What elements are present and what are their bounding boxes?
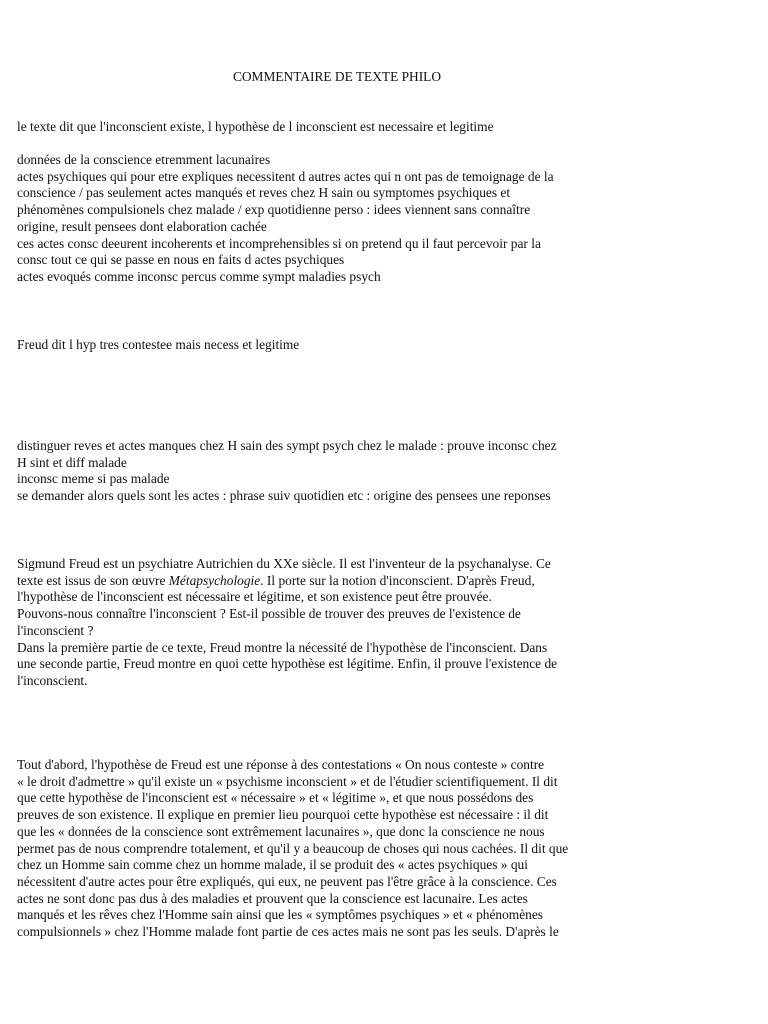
introduction-paragraph	[17, 556, 657, 690]
note-line: conscience / pas seulement actes manqués et reves chez H sain ou symptomes psychiques et	[17, 185, 511, 201]
development-line: que cette hypothèse de l'inconscient est « nécessaire » et « légitime », et que nous possédons des	[17, 790, 534, 806]
note-line: distinguer reves et actes manques chez H sain des sympt psych chez le malade : prouve inconsc chez	[17, 438, 557, 453]
note-line: phénomènes compulsionels chez malade / exp quotidienne perso : idees viennent sans connaître	[17, 202, 531, 218]
intro-line-with-title	[17, 573, 657, 590]
intro-line: l'hypothèse de l'inconscient est nécessaire et légitime, et son existence peut être prouvée.	[17, 589, 492, 605]
development-line: preuves de son existence. Il explique en premier lieu pourquoi cette hypothèse est nécessaire : il dit	[17, 807, 549, 823]
development-line: compulsionnels » chez l'Homme malade font partie de ces actes mais ne sont pas les seuls. D'après le	[17, 924, 559, 940]
freud-note	[17, 337, 657, 354]
work-title: Métapsychologie	[168, 572, 261, 588]
intro-text: texte est issus de son œuvre	[17, 572, 169, 588]
note-line: ces actes consc deeurent incoherents et incomprehensibles si on pretend qu il faut percevoir par la	[17, 235, 541, 251]
development-line: manqués et les rêves chez l'Homme sain ainsi que les « symptômes psychiques » et « phénomènes	[17, 907, 544, 923]
development-line: « le droit d'admettre » qu'il existe un « psychisme inconscient » et de l'étudier scientifiquement. Il dit	[17, 773, 558, 789]
intro-note	[17, 119, 657, 136]
note-line: inconsc meme si pas malade	[17, 471, 170, 487]
development-line: actes ne sont donc pas dus à des maladies et prouvent que la conscience est lacunaire. Les actes	[17, 890, 528, 906]
note-line: H sint et diff malade	[17, 454, 127, 470]
note-line: actes evoqués comme inconsc percus comme sympt maladies psych	[17, 268, 381, 284]
note-line: actes psychiques qui pour etre expliques necessitent d autres actes qui n ont pas de temoignage de la	[17, 168, 554, 184]
intro-note-line: le texte dit que l'inconscient existe, l hypothèse de l inconscient est necessaire et legitime	[17, 119, 494, 134]
development-line: nécessitent d'autre actes pour être expliqués, qui eux, ne peuvent pas l'être grâce à la conscience. Ces	[17, 873, 557, 889]
intro-line: une seconde partie, Freud montre en quoi cette hypothèse est légitime. Enfin, il prouve l'existence de	[17, 656, 558, 672]
notes-block-1	[17, 152, 657, 286]
development-line: permet pas de nous comprendre totalement, et qu'il y a beaucoup de choses qui nous cachées. Il dit que	[17, 840, 569, 856]
note-line: données de la conscience etremment lacunaires	[17, 152, 271, 167]
document-title: COMMENTAIRE DE TEXTE PHILO	[232, 69, 442, 84]
intro-line: l'inconscient.	[17, 672, 88, 688]
note-line: origine, result pensees dont elaboration cachée	[17, 218, 267, 234]
development-line: Tout d'abord, l'hypothèse de Freud est une réponse à des contestations « On nous conteste » contre	[17, 757, 545, 772]
notes-block-2	[17, 438, 657, 505]
intro-line: l'inconscient ?	[17, 622, 94, 638]
development-line: que les « données de la conscience sont extrêmement lacunaires », que donc la conscience ne nous	[17, 823, 545, 839]
note-line: se demander alors quels sont les actes : phrase suiv quotidien etc : origine des pensees une reponses	[17, 488, 551, 504]
development-paragraph	[17, 757, 657, 941]
intro-line: Pouvons-nous connaître l'inconscient ? Est-il possible de trouver des preuves de l'existence de	[17, 606, 521, 622]
intro-text: . Il porte sur la notion d'inconscient. D'après Freud,	[260, 572, 535, 588]
intro-line: Sigmund Freud est un psychiatre Autrichien du XXe siècle. Il est l'inventeur de la psychanalyse. Ce	[17, 556, 551, 571]
freud-note-line: Freud dit l hyp tres contestee mais necess et legitime	[17, 337, 300, 352]
note-line: consc tout ce qui se passe en nous en faits d actes psychiques	[17, 252, 345, 268]
intro-line: Dans la première partie de ce texte, Freud montre la nécessité de l'hypothèse de l'inconscient. Dans	[17, 639, 548, 655]
development-line: chez un Homme sain comme chez un homme malade, il se produit des « actes psychiques » qui	[17, 857, 528, 873]
